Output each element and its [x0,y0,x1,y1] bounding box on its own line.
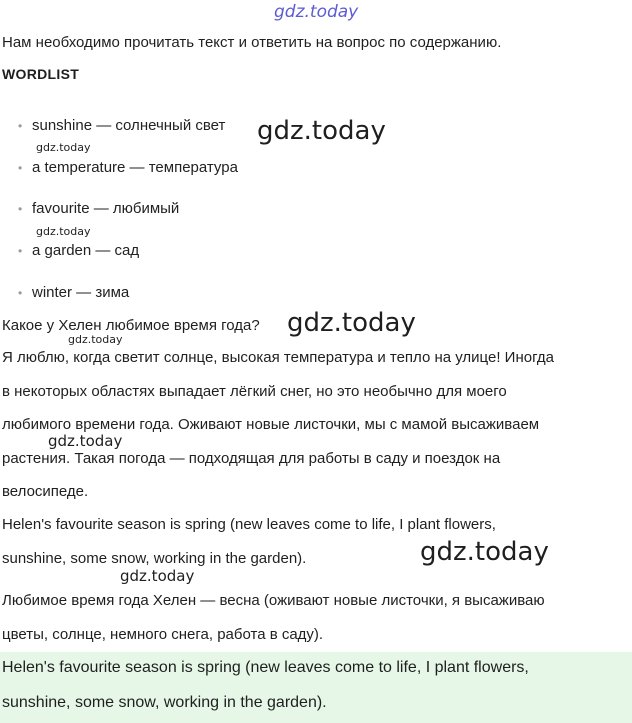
watermark: gdz.today [257,116,386,146]
paragraph-line: Любимое время года Хелен — весна (оживают новые листочки, я высаживаю [2,592,545,609]
paragraph-line: sunshine, some snow, working in the garden). [2,549,307,567]
watermark: gdz.today [48,432,123,450]
wordlist-item-text: winter — зима [32,284,130,301]
wordlist-item-text: sunshine — солнечный свет [32,117,226,134]
wordlist-heading: WORDLIST [2,66,80,82]
final-answer-box [0,652,632,723]
paragraph-line: велосипеде. [2,483,89,500]
bullet-icon: • [18,202,23,216]
watermark: gdz.today [36,141,91,154]
wordlist-item [18,242,139,259]
bullet-icon: • [18,286,23,300]
final-answer-line: Helen's favourite season is spring (new leaves come to life, I plant flowers, [2,659,529,676]
wordlist-item [18,200,179,217]
paragraph-line: растения. Такая погода — подходящая для работы в саду и поездок на [2,449,501,467]
bullet-icon: • [18,161,23,175]
watermark: gdz.today [420,537,549,567]
wordlist-item [18,159,238,176]
wordlist-item-text: a garden — сад [32,242,140,259]
watermark-top: gdz.today [274,2,359,22]
paragraph-line: Я люблю, когда светит солнце, высокая температура и тепло на улице! Иногда [2,349,554,366]
watermark: gdz.today [68,333,123,346]
wordlist-item [18,284,129,301]
bullet-icon: • [18,119,23,133]
watermark: gdz.today [36,225,91,238]
paragraph-line: Helen's favourite season is spring (new leaves come to life, I plant flowers, [2,516,496,533]
translation-paragraph [2,584,545,651]
paragraph-line: в некоторых областях выпадает лёгкий снег, но это необычно для моего [2,382,507,400]
russian-answer-paragraph [2,341,554,509]
bullet-icon: • [18,244,23,258]
wordlist-item-text: favourite — любимый [32,200,180,217]
watermark: gdz.today [287,308,416,338]
watermark: gdz.today [120,567,195,585]
paragraph-line: любимого времени года. Оживают новые листочки, мы с мамой высаживаем [2,416,540,433]
question-text: Какое у Хелен любимое время года? [2,317,260,334]
wordlist-item [18,117,225,134]
final-answer-line: sunshine, some snow, working in the garden). [2,694,327,711]
wordlist-item-text: a temperature — температура [32,159,238,176]
intro-text: Нам необходимо прочитать текст и ответить на вопрос по содержанию. [2,34,502,51]
paragraph-line: цветы, солнце, немного снега, работа в саду). [2,625,324,643]
